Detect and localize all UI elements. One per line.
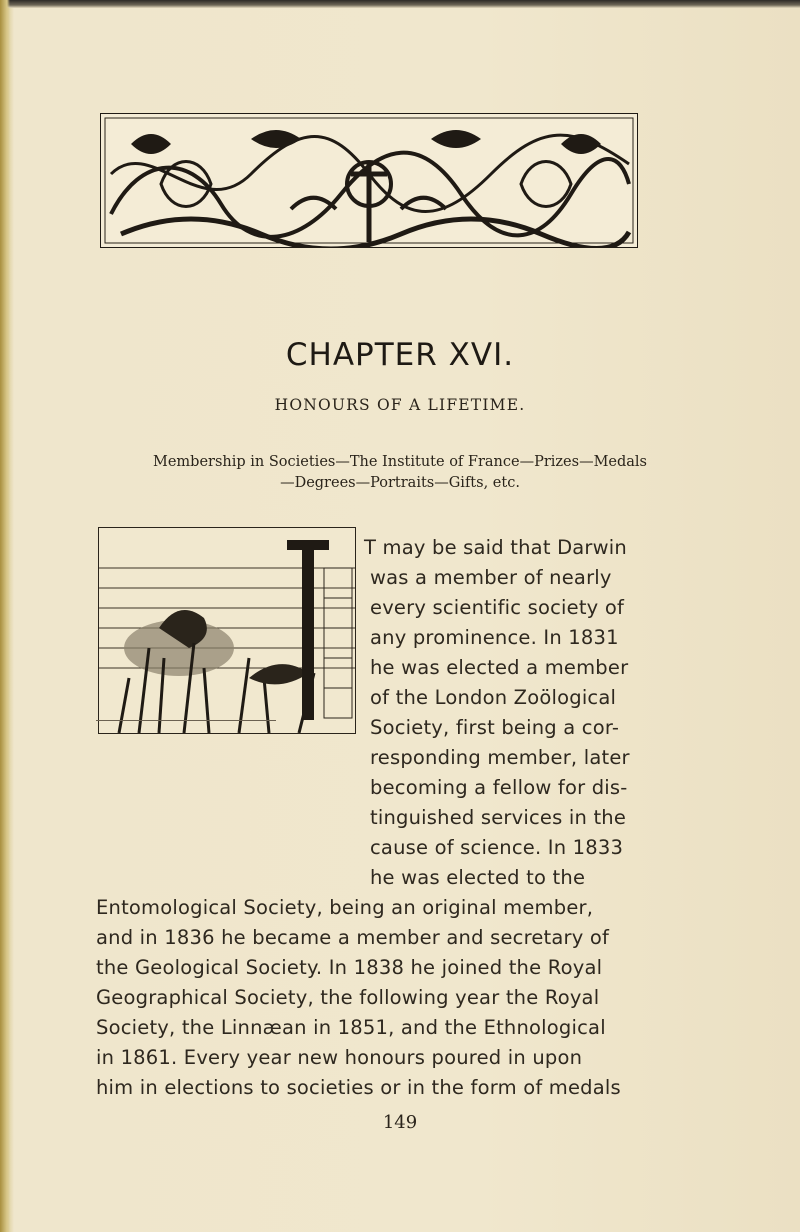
chapter-heading: CHAPTER XVI. <box>285 337 515 373</box>
marsh-scene-illustration <box>99 528 355 733</box>
chapter-synopsis <box>90 452 710 494</box>
text-line: Society, the Linnæan in 1851, and the Ethnological <box>96 1016 606 1039</box>
text-line: he was elected a member <box>370 656 629 679</box>
ornament-scrollwork-illustration <box>101 114 637 247</box>
ornamental-headpiece <box>100 113 638 248</box>
text-line: any prominence. In 1831 <box>370 626 619 649</box>
text-line: he was elected to the <box>370 866 586 889</box>
text-line: responding member, later <box>370 746 630 769</box>
text-line: him in elections to societies or in the form of medals <box>96 1076 621 1099</box>
text-line: was a member of nearly <box>370 566 612 589</box>
dropcap-rule <box>96 720 276 721</box>
text-line: cause of science. In 1833 <box>370 836 624 859</box>
synopsis-line: Membership in Societies—The Institute of France—Prizes—Medals <box>152 454 647 470</box>
dropcap-illustration <box>98 527 356 734</box>
text-line: every scientific society of <box>370 596 625 619</box>
text-line: tinguished services in the <box>370 806 627 829</box>
text-line: and in 1836 he became a member and secretary of <box>96 926 610 949</box>
text-line: Geographical Society, the following year the Royal <box>96 986 600 1009</box>
text-line: becoming a fellow for dis- <box>370 776 628 799</box>
synopsis-line: —Degrees—Portraits—Gifts, etc. <box>280 475 520 491</box>
page-number: 149 <box>382 1112 418 1133</box>
text-line: T may be said that Darwin <box>364 536 627 559</box>
text-line: the Geological Society. In 1838 he joined the Royal <box>96 956 603 979</box>
text-line: Entomological Society, being an original member, <box>96 896 594 919</box>
text-line: of the London Zoölogical <box>370 686 617 709</box>
page-top-edge <box>0 0 800 8</box>
text-line: in 1861. Every year new honours poured in upon <box>96 1046 583 1069</box>
page-left-edge <box>0 0 10 1232</box>
text-line: Society, first being a cor- <box>370 716 620 739</box>
chapter-title: HONOURS OF A LIFETIME. <box>274 396 526 414</box>
